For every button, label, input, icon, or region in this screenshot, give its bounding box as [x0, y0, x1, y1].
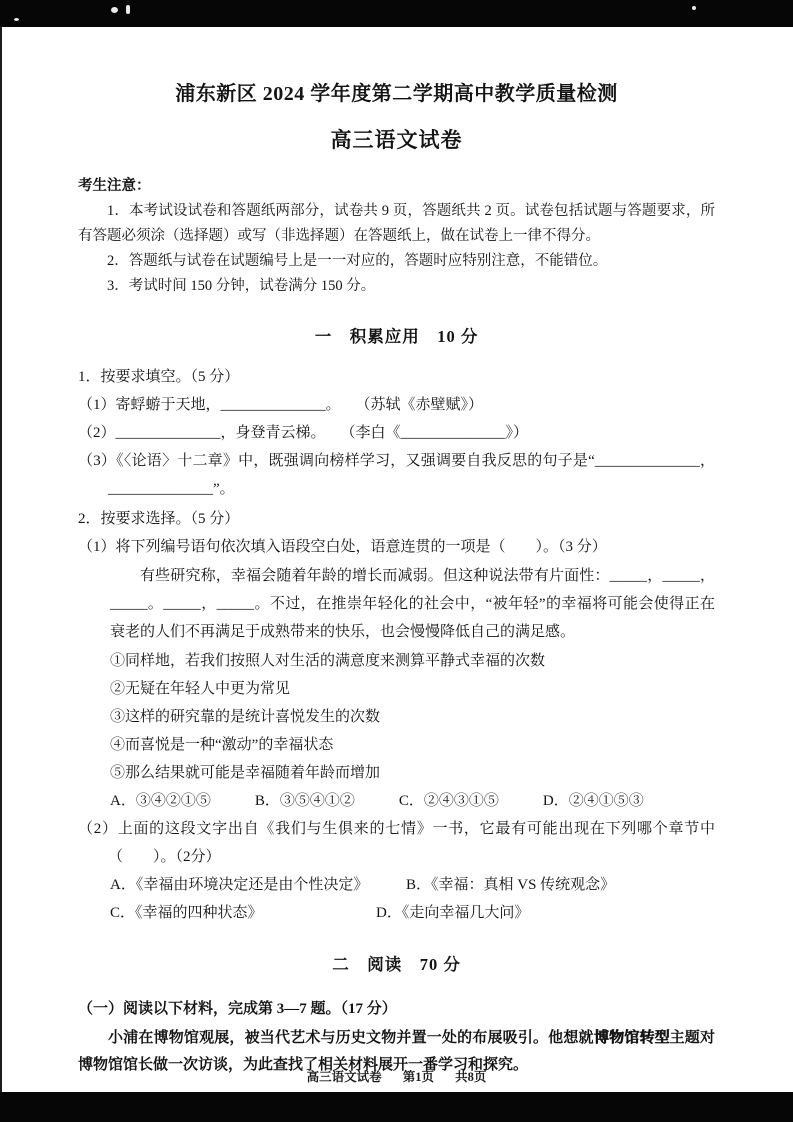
notice-item-3: 3．考试时间 150 分钟，试卷满分 150 分。 [107, 278, 376, 294]
q2-1-choice-a: A．③④②①⑤ [110, 793, 211, 809]
q2-1-choices-row [78, 787, 715, 815]
paper-title: 浦东新区 2024 学年度第二学期高中教学质量检测 [175, 83, 618, 105]
q2-1-stem: （1）将下列编号语句依次填入语段空白处，语意连贯的一项是（ ）。（3 分） [78, 539, 607, 555]
section-heading-reading: 二 阅读 70 分 [332, 955, 461, 974]
scan-artifact-bottom-bar [0, 1092, 793, 1122]
q2-1-passage: 有些研究称，幸福会随着年龄的增长而减弱。但这种说法带有片面性：_____，_____，_____。_____，_____。不过，在推崇年轻化的社会中，“被年轻”的幸福将可能会使得正在衰老的人们不再满足于成熟带来的快乐，也会慢慢降低自己的满足感。 [110, 568, 715, 640]
reading-part1-heading: （一）阅读以下材料，完成第 3—7 题。（17 分） [78, 1001, 397, 1017]
q2-stem: 2．按要求选择。（5 分） [78, 511, 240, 527]
notice-heading: 考生注意： [78, 178, 151, 194]
q2-2-choice-d: D．《走向幸福几大问》 [376, 905, 530, 921]
q2-2-stem: （2）上面的这段文字出自《我们与生俱来的七情》一书，它最有可能出现在下列哪个章节中（ ）。（2分） [78, 821, 715, 865]
scan-speck [14, 18, 19, 21]
question-area [78, 363, 715, 1079]
q2-1-choice-c: C．②④③①⑤ [398, 793, 499, 809]
scan-speck [692, 6, 696, 10]
scan-speck [126, 5, 130, 14]
q2-2-choices-row-1 [78, 871, 715, 899]
q2-1-option-4: ④而喜悦是一种“激动”的幸福状态 [110, 737, 334, 753]
footer-total-pages: 共8页 [455, 1070, 487, 1084]
q2-1-option-5: ⑤那么结果就可能是幸福随着年龄而增加 [110, 765, 381, 781]
intro-key-term: 博物馆转型 [593, 1030, 670, 1046]
scan-artifact-left-edge [0, 27, 2, 1092]
q2-1-option-3: ③这样的研究靠的是统计喜悦发生的次数 [110, 709, 381, 725]
q2-1-option-1: ①同样地，若我们按照人对生活的满意度来测算平静式幸福的次数 [110, 653, 546, 669]
section-heading-accumulation: 一 积累应用 10 分 [314, 327, 479, 346]
q2-block [78, 505, 715, 927]
footer-page-number: 第1页 [402, 1070, 434, 1084]
notice-item-2: 2．答题纸与试卷在试题编号上是一一对应的，答题时应特别注意，不能错位。 [107, 253, 608, 269]
q2-2-choice-b: B．《幸福：真相 VS 传统观念》 [406, 877, 616, 893]
candidate-notice [78, 174, 715, 299]
page-footer [0, 1067, 793, 1085]
q2-1-option-2: ②无疑在年轻人中更为常见 [110, 681, 291, 697]
intro-text-before: 小浦在博物馆观展，被当代艺术与历史文物并置一处的布展吸引。他想就 [108, 1030, 594, 1046]
scan-speck [111, 7, 118, 13]
q1-stem: 1．按要求填空。（5 分） [78, 369, 240, 385]
footer-doc-title: 高三语文试卷 [306, 1070, 382, 1084]
q1-item-2: （2）______________，身登青云梯。 （李白《______________》） [78, 425, 529, 441]
q2-2-choice-a: A．《幸福由环境决定还是由个性决定》 [110, 877, 369, 893]
q2-1-choice-d: D．②④①⑤③ [542, 793, 644, 809]
paper-subtitle: 高三语文试卷 [330, 128, 463, 152]
q2-2-choices-row-2 [78, 899, 715, 927]
scan-artifact-top-bar [0, 0, 793, 27]
notice-item-1: 1．本考试设试卷和答题纸两部分，试卷共 9 页，答题纸共 2 页。试卷包括试题与答题要求，所有答题必须涂（选择题）或写（非选择题）在答题纸上，做在试卷上一律不得分。 [78, 203, 715, 244]
q1-item-3: （3）《〈论语〉十二章》中，既强调向榜样学习，又强调要自我反思的句子是“______________，______________”。 [78, 453, 715, 497]
exam-paper-page [0, 27, 793, 1092]
q2-2-choice-c: C．《幸福的四种状态》 [110, 905, 263, 921]
q2-1-choice-b: B．③⑤④①② [254, 793, 355, 809]
intro-text-after: 主题对博物馆馆长做一次访谈，为此查找了相关材料展开一番学习和探究。 [78, 1030, 715, 1073]
q1-item-1: （1）寄蜉蝣于天地，______________。 （苏轼《赤壁赋》） [78, 397, 484, 413]
